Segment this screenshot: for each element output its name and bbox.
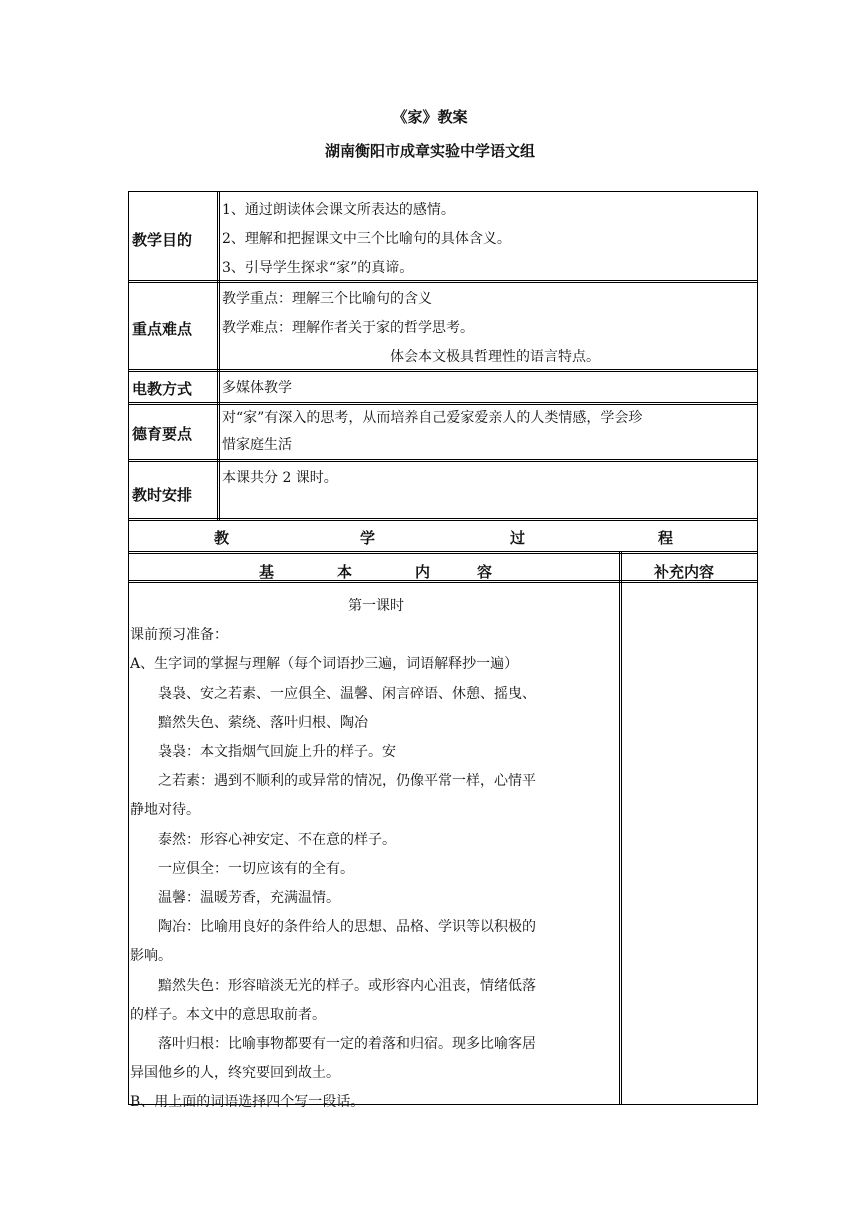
objectives-text	[222, 196, 511, 283]
schedule-line: 本课共分 2 课时。	[222, 470, 338, 486]
main-column-header-char: 容	[477, 563, 493, 581]
schedule-text	[222, 464, 338, 493]
definition: 的样子。本文中的意思取前者。	[130, 1006, 326, 1023]
objective-line: 2、理解和把握课文中三个比喻句的具体含义。	[222, 231, 511, 247]
banner-char: 教	[214, 529, 230, 547]
definition: 影响。	[130, 948, 172, 965]
row-divider	[128, 518, 758, 524]
definition: 陶冶：比喻用良好的条件给人的思想、品格、学识等以积极的	[158, 919, 536, 936]
moral-text	[222, 405, 642, 459]
definition: 泰然：形容心神安定、不在意的样子。	[158, 831, 396, 848]
key-point-line: 教学难点：理解作者关于家的哲学思考。	[222, 320, 474, 336]
main-column-header-char: 本	[337, 563, 353, 581]
key-point-line: 教学重点：理解三个比喻句的含义	[222, 291, 432, 307]
media-text	[222, 374, 292, 403]
vocab-list: 黯然失色、萦绕、落叶归根、陶冶	[158, 714, 368, 731]
row-divider	[128, 551, 758, 557]
banner-char: 程	[658, 529, 674, 547]
objective-line: 1、通过朗读体会课文所表达的感情。	[222, 202, 455, 218]
media-line: 多媒体教学	[222, 380, 292, 396]
row-label-objectives: 教学目的	[132, 231, 193, 249]
definition: 静地对待。	[130, 802, 200, 819]
row-label-key-points: 重点难点	[132, 320, 193, 338]
lesson-content	[130, 592, 622, 1118]
definition: 黯然失色：形容暗淡无光的样子。或形容内心沮丧，情绪低落	[158, 977, 536, 994]
document-title: 《家》教案	[392, 108, 468, 126]
objective-line: 3、引导学生探求“家”的真谛。	[222, 260, 414, 276]
definition: 落叶归根：比喻事物都要有一定的着落和归宿。现多比喻客居	[158, 1036, 536, 1053]
row-label-moral: 德育要点	[132, 425, 193, 443]
task-a: A、生字词的掌握与理解（每个词语抄三遍，词语解释抄一遍）	[130, 656, 519, 673]
definition: 袅袅：本文指烟气回旋上升的样子。安	[158, 744, 396, 761]
moral-line: 惜家庭生活	[222, 437, 292, 453]
vocab-list: 袅袅、安之若素、一应俱全、温馨、闲言碎语、休憩、摇曳、	[158, 685, 536, 702]
prep-title: 课前预习准备：	[130, 627, 228, 644]
supplement-column-header: 补充内容	[654, 563, 715, 581]
definition: 异国他乡的人，终究要回到故土。	[130, 1065, 340, 1082]
banner-char: 过	[510, 529, 526, 547]
row-label-schedule: 教时安排	[132, 486, 193, 504]
key-point-line: 体会本文极具哲理性的语言特点。	[390, 349, 600, 365]
definition: 一应俱全：一切应该有的全有。	[158, 860, 354, 877]
moral-line: 对“家”有深入的思考，从而培养自己爱家爱亲人的人类情感，学会珍	[222, 410, 643, 426]
banner-char: 学	[360, 529, 376, 547]
document-subtitle: 湖南衡阳市成章实验中学语文组	[324, 142, 535, 160]
main-column-header-char: 基	[259, 563, 275, 581]
definition: 之若素：遇到不顺利的或异常的情况，仍像平常一样，心情平	[158, 773, 536, 790]
row-label-media: 电教方式	[132, 380, 193, 398]
key-points-text	[222, 285, 600, 372]
task-b: B、用上面的词语选择四个写一段话。	[130, 1094, 365, 1111]
main-column-header-char: 内	[415, 563, 431, 581]
definition: 温馨：温暖芳香，充满温情。	[158, 890, 340, 907]
lesson-heading: 第一课时	[348, 598, 404, 614]
